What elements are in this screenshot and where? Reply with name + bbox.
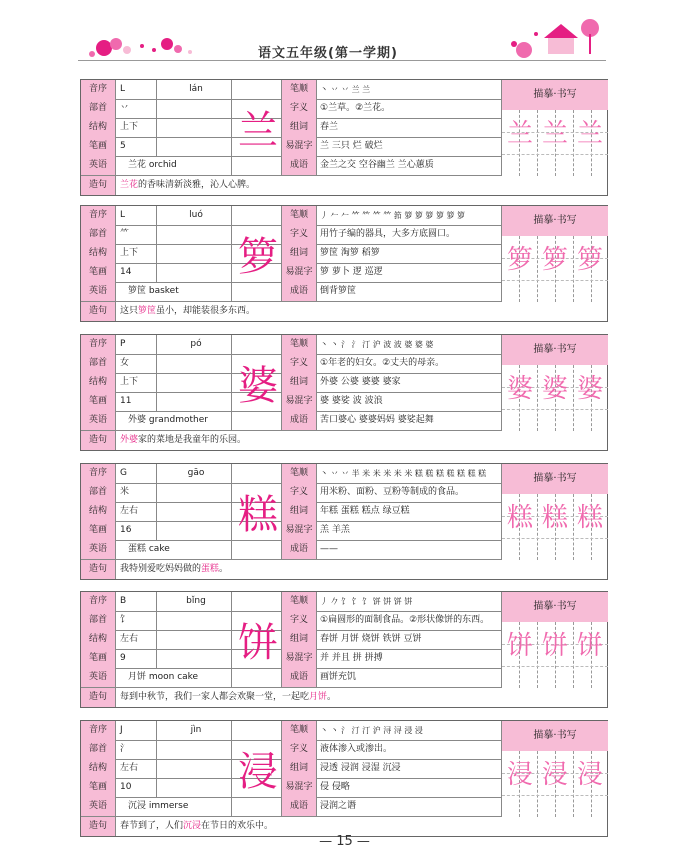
label-yihunzi: 易混字: [281, 137, 317, 156]
big-character: 浸: [238, 749, 278, 795]
practice-grid[interactable]: [502, 622, 608, 688]
zaoju-sentence: [116, 176, 500, 195]
character-card: [80, 463, 608, 580]
label-zuci: 组词: [281, 502, 317, 521]
flower-decoration-icon: [82, 32, 202, 62]
bushou-value: ⺮: [120, 229, 130, 239]
label-yingyu: 英语: [81, 156, 116, 175]
trace-character[interactable]: 糕: [541, 503, 568, 533]
label-jiegou: 结构: [81, 118, 116, 137]
label-yingyu: 英语: [81, 411, 116, 430]
trace-character[interactable]: 箩: [541, 245, 568, 275]
practice-area[interactable]: [501, 721, 608, 817]
header-rule: [78, 60, 606, 61]
label-bushou: 部首: [81, 354, 116, 373]
character-card: [80, 720, 608, 837]
bishun-value: 丶 丶 氵 氵 汀 沪 波 波 婆 婆 婆: [320, 340, 434, 349]
pinyin-value: bǐng: [186, 596, 206, 606]
yinxu-value: L: [120, 84, 126, 94]
zaoju-pre: 春节到了，人们: [120, 821, 184, 831]
practice-header: 描摹·书写: [502, 335, 608, 365]
label-bishun: 笔顺: [281, 80, 317, 99]
zaoju-post: 的香味清新淡雅，沁人心脾。: [138, 180, 256, 190]
ziyi-value: 用米粉、面粉、豆粉等制成的食品。: [320, 487, 465, 497]
trace-character[interactable]: 饼: [576, 631, 603, 661]
trace-character[interactable]: 浸: [506, 760, 533, 790]
character-card: [80, 591, 608, 708]
label-yingyu: 英语: [81, 282, 116, 301]
bihua-value: 16: [120, 525, 132, 535]
label-yihunzi: 易混字: [281, 263, 317, 282]
chengyu-value: 金兰之交 空谷幽兰 兰心蕙质: [320, 160, 434, 170]
zaoju-sentence: [116, 688, 500, 707]
zaoju-sentence: [116, 302, 500, 321]
english-value: 沉浸 immerse: [128, 801, 189, 811]
label-ziyi: 字义: [281, 740, 317, 759]
trace-character[interactable]: 浸: [541, 760, 568, 790]
yinxu-value: L: [120, 210, 126, 220]
label-ziyi: 字义: [281, 99, 317, 118]
jiegou-value: 左右: [120, 634, 139, 644]
trace-character[interactable]: 婆: [541, 374, 568, 404]
practice-area[interactable]: [501, 206, 608, 302]
practice-grid[interactable]: [502, 365, 608, 431]
yinxu-value: B: [120, 596, 127, 606]
zaoju-pre: 我特别爱吃妈妈做的: [120, 564, 202, 574]
label-bishun: 笔顺: [281, 721, 317, 740]
yihunzi-value: 侵 侵略: [320, 782, 350, 792]
practice-header: 描摹·书写: [502, 464, 608, 494]
zaoju-post: 在节日的欢乐中。: [201, 821, 274, 831]
character-card: [80, 79, 608, 196]
zaoju-sentence: [116, 560, 500, 579]
label-bihua: 笔画: [81, 392, 116, 411]
pinyin-value: pó: [190, 339, 202, 349]
ziyi-value: 用竹子编的器具，大多方底圆口。: [320, 229, 456, 239]
trace-character[interactable]: 糕: [506, 503, 533, 533]
zaoju-highlight: 月饼: [309, 692, 328, 702]
label-bishun: 笔顺: [281, 464, 317, 483]
label-ziyi: 字义: [281, 483, 317, 502]
label-yinxu: 音序: [81, 80, 116, 99]
bihua-value: 5: [120, 141, 126, 151]
practice-area[interactable]: [501, 335, 608, 431]
label-jiegou: 结构: [81, 373, 116, 392]
zuci-value: 外婆 公婆 婆婆 婆家: [320, 377, 401, 387]
english-value: 箩筐 basket: [128, 286, 179, 296]
ziyi-value: ①兰草。②兰花。: [320, 103, 391, 113]
label-ziyi: 字义: [281, 611, 317, 630]
big-character: 箩: [238, 234, 278, 280]
bihua-value: 11: [120, 396, 132, 406]
label-yinxu: 音序: [81, 206, 116, 225]
big-character: 饼: [238, 620, 278, 666]
label-zuci: 组词: [281, 373, 317, 392]
page-title: 语文五年级(第一学期): [258, 46, 398, 61]
label-bihua: 笔画: [81, 137, 116, 156]
trace-character[interactable]: 兰: [576, 119, 603, 149]
ziyi-value: 液体渗入或渗出。: [320, 744, 393, 754]
practice-area[interactable]: [501, 464, 608, 560]
label-yinxu: 音序: [81, 721, 116, 740]
big-character: 兰: [238, 108, 278, 154]
bushou-value: 饣: [120, 615, 130, 625]
practice-header: 描摹·书写: [502, 721, 608, 751]
yihunzi-value: 羔 羊羔: [320, 525, 350, 535]
label-bihua: 笔画: [81, 521, 116, 540]
bishun-value: 丶 丷 丷 兰 兰: [320, 85, 371, 94]
zuci-value: 春饼 月饼 烧饼 铁饼 豆饼: [320, 634, 422, 644]
label-zaoju: 造句: [81, 817, 116, 836]
page-number: — 15 —: [319, 834, 370, 849]
label-bihua: 笔画: [81, 778, 116, 797]
trace-character[interactable]: 饼: [506, 631, 533, 661]
yinxu-value: G: [120, 468, 127, 478]
chengyu-value: 画饼充饥: [320, 672, 357, 682]
label-yinxu: 音序: [81, 464, 116, 483]
label-yingyu: 英语: [81, 540, 116, 559]
zuci-value: 浸透 浸润 浸湿 沉浸: [320, 763, 401, 773]
label-yingyu: 英语: [81, 668, 116, 687]
practice-grid[interactable]: [502, 236, 608, 302]
practice-grid[interactable]: [502, 110, 608, 176]
bishun-value: 丶 丷 丷 半 米 米 米 米 米 糕 糕 糕 糕 糕 糕 糕: [320, 469, 487, 478]
practice-area[interactable]: [501, 80, 608, 176]
chengyu-value: ——: [320, 544, 338, 554]
yihunzi-value: 并 并且 拼 拼搏: [320, 653, 383, 663]
label-bushou: 部首: [81, 99, 116, 118]
chengyu-value: 苦口婆心 婆婆妈妈 婆娑起舞: [320, 415, 434, 425]
label-yinxu: 音序: [81, 592, 116, 611]
zaoju-highlight: 外婆: [120, 435, 139, 445]
trace-character[interactable]: 浸: [576, 760, 603, 790]
zaoju-sentence: [116, 431, 500, 450]
trace-character[interactable]: 婆: [576, 374, 603, 404]
label-yihunzi: 易混字: [281, 392, 317, 411]
label-zaoju: 造句: [81, 302, 116, 321]
bushou-value: 氵: [120, 744, 130, 754]
zaoju-post: 。: [327, 692, 337, 702]
character-card: [80, 205, 608, 322]
label-zaoju: 造句: [81, 431, 116, 450]
label-jiegou: 结构: [81, 502, 116, 521]
practice-area[interactable]: [501, 592, 608, 688]
bihua-value: 14: [120, 267, 132, 277]
big-character: 婆: [238, 363, 278, 409]
bihua-value: 9: [120, 653, 126, 663]
bushou-value: 米: [120, 487, 130, 497]
yinxu-value: P: [120, 339, 126, 349]
label-yihunzi: 易混字: [281, 521, 317, 540]
trace-character[interactable]: 箩: [576, 245, 603, 275]
bishun-value: 丿 𠂉 𠂉 𥫗 𥫗 𥫗 𥫗 筘 箩 箩 箩 箩 箩 箩: [320, 211, 466, 220]
chengyu-value: 倒背箩筐: [320, 286, 357, 296]
trace-character[interactable]: 婆: [506, 374, 533, 404]
zaoju-highlight: 沉浸: [183, 821, 202, 831]
zaoju-highlight: 蛋糕: [201, 564, 220, 574]
page-header: [78, 32, 606, 72]
house-decoration-icon: [504, 14, 604, 60]
zaoju-pre: 每到中秋节，我们一家人都会欢聚一堂，一起吃: [120, 692, 310, 702]
practice-header: 描摹·书写: [502, 592, 608, 622]
pinyin-value: luó: [189, 210, 203, 220]
bihua-value: 10: [120, 782, 132, 792]
label-bushou: 部首: [81, 483, 116, 502]
big-character: 糕: [238, 492, 278, 538]
yihunzi-value: 箩 萝卜 逻 巡逻: [320, 267, 383, 277]
label-yingyu: 英语: [81, 797, 116, 816]
jiegou-value: 左右: [120, 763, 139, 773]
jiegou-value: 上下: [120, 377, 139, 387]
label-bushou: 部首: [81, 611, 116, 630]
trace-character[interactable]: 箩: [506, 245, 533, 275]
zaoju-post: 虽小，却能装很多东西。: [156, 306, 256, 316]
label-chengyu: 成语: [281, 282, 317, 301]
character-card: [80, 334, 608, 451]
zaoju-post: 家的菜地是我童年的乐园。: [138, 435, 247, 445]
trace-character[interactable]: 糕: [576, 503, 603, 533]
label-bushou: 部首: [81, 740, 116, 759]
practice-header: 描摹·书写: [502, 80, 608, 110]
label-zaoju: 造句: [81, 688, 116, 707]
label-bishun: 笔顺: [281, 206, 317, 225]
chengyu-value: 浸润之谮: [320, 801, 357, 811]
label-yihunzi: 易混字: [281, 778, 317, 797]
ziyi-value: ①年老的妇女。②丈夫的母亲。: [320, 358, 445, 368]
label-zaoju: 造句: [81, 560, 116, 579]
practice-grid[interactable]: [502, 751, 608, 817]
label-zuci: 组词: [281, 759, 317, 778]
zaoju-pre: 这只: [120, 306, 139, 316]
label-yinxu: 音序: [81, 335, 116, 354]
label-bihua: 笔画: [81, 263, 116, 282]
pinyin-value: jìn: [190, 725, 202, 735]
bushou-value: 丷: [120, 103, 130, 113]
label-chengyu: 成语: [281, 540, 317, 559]
bishun-value: 丿 𠂊 饣 饣 饣 饼 饼 饼 饼: [320, 597, 413, 606]
bishun-value: 丶 丶 氵 汀 汀 沪 浔 浔 浸 浸: [320, 726, 423, 735]
zuci-value: 年糕 蛋糕 糕点 绿豆糕: [320, 506, 410, 516]
label-jiegou: 结构: [81, 630, 116, 649]
jiegou-value: 左右: [120, 506, 139, 516]
label-bihua: 笔画: [81, 649, 116, 668]
yihunzi-value: 兰 三只 烂 破烂: [320, 141, 383, 151]
label-zuci: 组词: [281, 118, 317, 137]
english-value: 月饼 moon cake: [128, 672, 199, 682]
label-jiegou: 结构: [81, 244, 116, 263]
practice-grid[interactable]: [502, 494, 608, 560]
pinyin-value: gāo: [187, 468, 205, 478]
jiegou-value: 上下: [120, 122, 139, 132]
zuci-value: 箩筐 淘箩 稻箩: [320, 248, 380, 258]
pinyin-value: lán: [189, 84, 203, 94]
label-chengyu: 成语: [281, 668, 317, 687]
label-chengyu: 成语: [281, 411, 317, 430]
english-value: 外婆 grandmother: [128, 415, 208, 425]
english-value: 兰花 orchid: [128, 160, 177, 170]
jiegou-value: 上下: [120, 248, 139, 258]
label-chengyu: 成语: [281, 797, 317, 816]
label-yihunzi: 易混字: [281, 649, 317, 668]
label-bishun: 笔顺: [281, 335, 317, 354]
yihunzi-value: 婆 婆娑 波 波浪: [320, 396, 383, 406]
label-zuci: 组词: [281, 630, 317, 649]
yinxu-value: J: [120, 725, 123, 735]
label-ziyi: 字义: [281, 225, 317, 244]
zuci-value: 春兰: [320, 122, 339, 132]
trace-character[interactable]: 兰: [541, 119, 568, 149]
label-ziyi: 字义: [281, 354, 317, 373]
trace-character[interactable]: 兰: [506, 119, 533, 149]
zaoju-highlight: 箩筐: [138, 306, 157, 316]
ziyi-value: ①扁圆形的面制食品。②形状像饼的东西。: [320, 615, 490, 625]
zaoju-post: 。: [219, 564, 229, 574]
english-value: 蛋糕 cake: [128, 544, 170, 554]
label-zuci: 组词: [281, 244, 317, 263]
label-bushou: 部首: [81, 225, 116, 244]
bushou-value: 女: [120, 358, 130, 368]
label-jiegou: 结构: [81, 759, 116, 778]
zaoju-highlight: 兰花: [120, 180, 139, 190]
label-bishun: 笔顺: [281, 592, 317, 611]
label-zaoju: 造句: [81, 176, 116, 195]
practice-header: 描摹·书写: [502, 206, 608, 236]
label-chengyu: 成语: [281, 156, 317, 175]
trace-character[interactable]: 饼: [541, 631, 568, 661]
